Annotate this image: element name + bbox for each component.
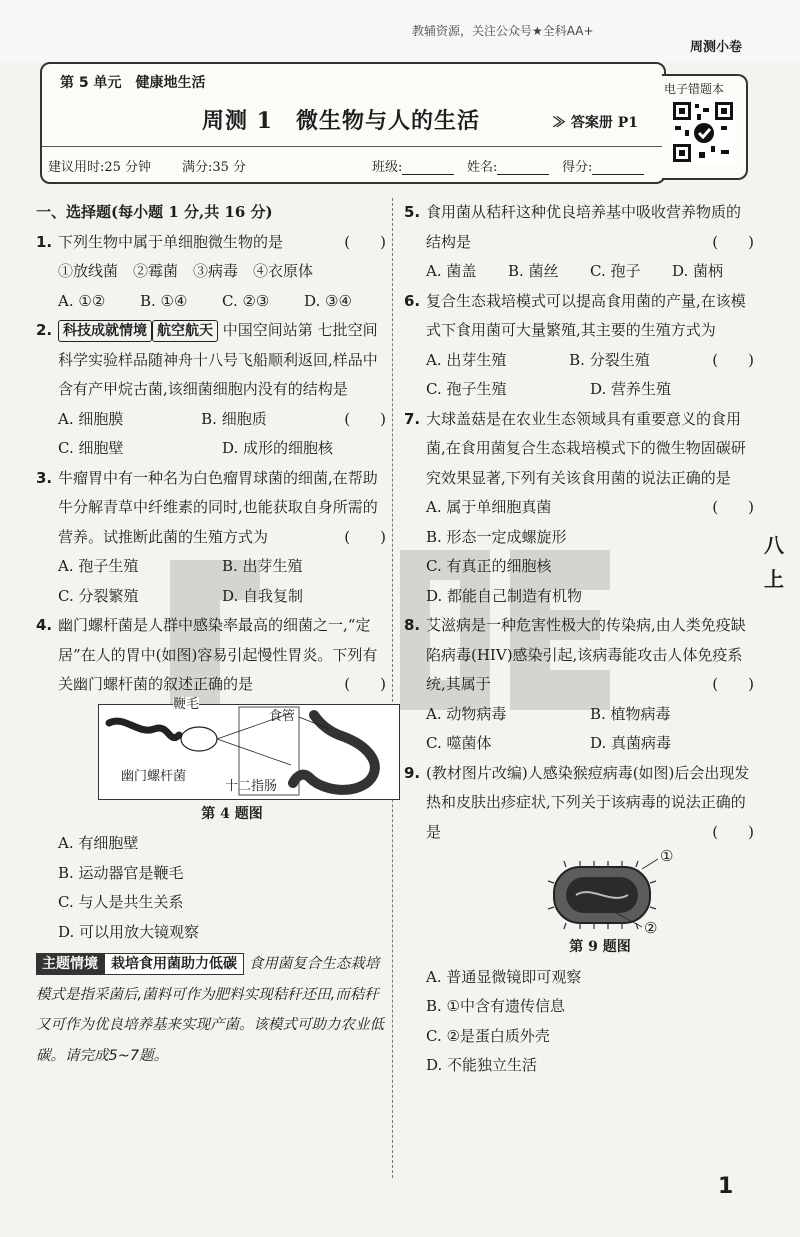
question-9 (404, 759, 754, 1081)
question-5 (404, 198, 754, 287)
question-stem: 牛瘤胃中有一种名为白色瘤胃球菌的细菌,在帮助牛分解青草中纤维素的同时,也能获取自身所需的营养。试推断此菌的生殖方式为 (58, 468, 378, 546)
virus-icon (548, 861, 656, 929)
figure-4-caption: 第 4 题图 (201, 805, 263, 822)
theme-text: 食用菌复合生态栽培模式是指采菌后,菌料可作为肥料实现秸秆还田,而秸秆又可作为优良培养基来实现产菌。该模式可助力农业低碳。请完成5~7题。 (36, 956, 384, 1064)
question-1 (36, 228, 386, 317)
question-4 (36, 611, 386, 947)
answer-paren[interactable]: ( ) (712, 498, 754, 516)
header-divider (42, 146, 664, 147)
option-a[interactable]: A. 有细胞壁 (58, 834, 139, 852)
option-c[interactable]: C. 孢子生殖 (426, 380, 507, 398)
page-number: 1 (718, 1174, 734, 1199)
top-note: 教辅资源，关注公众号★全科AA+ (412, 24, 594, 38)
option-a[interactable]: A. ①② (58, 291, 106, 310)
question-stem: 食用菌从秸秆这种优良培养基中吸收营养物质的结构是 (426, 203, 742, 251)
section-heading: 一、选择题(每小题 1 分,共 16 分) (36, 203, 273, 221)
question-number: 3. (36, 468, 53, 487)
question-number: 6. (404, 291, 421, 310)
option-c[interactable]: C. 分裂繁殖 (58, 586, 139, 605)
answer-paren[interactable]: ( ) (344, 527, 386, 546)
qr-box (662, 74, 748, 180)
stomach-icon (293, 715, 375, 790)
header-box (40, 62, 666, 184)
question-number: 8. (404, 616, 421, 634)
option-b[interactable]: B. 植物病毒 (590, 704, 671, 723)
class-label: 班级: (372, 160, 403, 175)
side-mark-grade: 八 (764, 533, 784, 557)
name-field[interactable] (497, 160, 549, 175)
question-number: 7. (404, 409, 421, 428)
question-stem: 下列生物中属于单细胞微生物的是 (58, 232, 284, 251)
label-two: ② (644, 919, 658, 937)
option-d[interactable]: D. 营养生殖 (590, 380, 672, 398)
question-number: 5. (404, 203, 421, 221)
option-b[interactable]: B. 菌丝 (508, 262, 559, 280)
option-a[interactable]: A. 属于单细胞真菌 (426, 498, 552, 516)
qr-label: 电子错题本 (664, 82, 725, 96)
option-b[interactable]: B. 分裂生殖 (569, 350, 650, 369)
page-title: 周测 1 微生物与人的生活 (202, 108, 480, 134)
question-7 (404, 405, 754, 612)
bacterium-label: 幽门螺杆菌 (121, 768, 187, 784)
theme-context (36, 949, 386, 1071)
question-2 (36, 316, 386, 464)
theme-tag: 主题情境 (36, 953, 104, 975)
option-c[interactable]: C. 有真正的细胞核 (426, 557, 552, 575)
option-d[interactable]: D. 真菌病毒 (590, 734, 672, 752)
label-one: ① (660, 847, 674, 865)
option-c[interactable]: C. 孢子 (590, 262, 641, 280)
question-number: 4. (36, 616, 53, 634)
answer-paren[interactable]: ( ) (712, 822, 754, 841)
answer-paren[interactable]: ( ) (344, 409, 386, 428)
context-tag: 科技成就情境 (58, 320, 152, 342)
option-a[interactable]: A. 细胞膜 (58, 409, 124, 428)
option-d[interactable]: D. 都能自己制造有机物 (426, 586, 583, 605)
option-d[interactable]: D. 不能独立生活 (426, 1056, 538, 1074)
option-b[interactable]: B. ①④ (140, 291, 188, 310)
figure-9-virus-diagram (546, 847, 686, 937)
flagellum-icon (181, 727, 217, 751)
option-c[interactable]: C. 与人是共生关系 (58, 893, 184, 911)
get-score-label: 得分: (562, 160, 593, 175)
question-3 (36, 464, 386, 612)
option-c[interactable]: C. 细胞壁 (58, 439, 124, 457)
esophagus-label: 食管 (269, 708, 296, 724)
get-score-field[interactable] (592, 160, 644, 175)
theme-title: 栽培食用菌助力低碳 (104, 953, 244, 975)
time-label: 建议用时:25 分钟 (48, 160, 152, 175)
option-d[interactable]: D. 可以用放大镜观察 (58, 922, 200, 941)
question-stem: 中国空间站第 (222, 321, 313, 339)
column-divider (392, 198, 393, 1178)
question-stem: (教材图片改编)人感染猴痘病毒(如图)后会出现发热和皮肤出疹症状,下列关于该病毒的说法正确的是 (426, 763, 750, 841)
top-tag: 周测小卷 (690, 40, 743, 55)
figure-4-stomach-diagram (98, 696, 400, 800)
left-column (36, 198, 386, 1071)
name-label: 姓名: (467, 160, 498, 175)
question-stem: 幽门螺杆菌是人群中感染率最高的细菌之一,“定居”在人的胃中(如图)容易引起慢性胃炎。下列有关幽门螺杆菌的叙述正确的是 (58, 616, 378, 693)
answer-paren[interactable]: ( ) (712, 232, 754, 251)
question-items: ①放线菌 ②霉菌 ③病毒 ④衣原体 (58, 262, 314, 280)
option-a[interactable]: A. 菌盖 (426, 262, 477, 280)
option-d[interactable]: D. 菌柄 (672, 262, 724, 280)
option-a[interactable]: A. 动物病毒 (426, 704, 507, 723)
option-a[interactable]: A. 普通显微镜即可观察 (426, 967, 582, 986)
answer-paren[interactable]: ( ) (344, 232, 386, 251)
flagellum-label: 鞭毛 (173, 696, 200, 712)
question-number: 2. (36, 321, 53, 339)
question-stem: 艾滋病是一种危害性极大的传染病,由人类免疫缺陷病毒(HIV)感染引起,该病毒能攻击人体免疫系统,其属于 (426, 616, 746, 693)
figure-9-caption: 第 9 题图 (569, 939, 631, 955)
option-b[interactable]: B. 形态一定成螺旋形 (426, 527, 567, 546)
grade-side-mark (762, 528, 786, 596)
option-b[interactable]: B. ①中含有遗传信息 (426, 997, 566, 1015)
class-field[interactable] (402, 160, 454, 175)
option-b[interactable]: B. 细胞质 (201, 409, 267, 428)
answer-paren[interactable]: ( ) (712, 350, 754, 369)
option-d[interactable]: D. 成形的细胞核 (222, 439, 334, 457)
right-column (404, 198, 754, 1081)
option-c[interactable]: C. ②③ (222, 291, 270, 310)
answer-paren[interactable]: ( ) (344, 675, 386, 693)
option-a[interactable]: A. 孢子生殖 (58, 557, 139, 575)
option-b[interactable]: B. 出芽生殖 (222, 557, 303, 575)
option-c[interactable]: C. ②是蛋白质外壳 (426, 1026, 550, 1045)
answer-reference: ≫ 答案册 P1 (552, 115, 639, 131)
question-8 (404, 611, 754, 759)
question-stem-continued: 七批空间科学实验样品随神舟十八号飞船顺利返回,样品中含有产甲烷古菌,该细菌细胞内没有的结构是 (58, 321, 378, 398)
qr-code-icon[interactable] (671, 100, 735, 164)
top-bar (0, 0, 800, 62)
bacterium-body-icon (109, 721, 179, 738)
question-stem: 复合生态栽培模式可以提高食用菌的产量,在该模式下食用菌可大量繁殖,其主要的生殖方式为 (426, 291, 746, 339)
unit-label: 第 5 单元 健康地生活 (60, 72, 206, 92)
answer-paren[interactable]: ( ) (712, 675, 754, 693)
question-number: 1. (36, 232, 53, 251)
duodenum-label: 十二指肠 (225, 778, 278, 794)
option-a[interactable]: A. 出芽生殖 (426, 350, 507, 369)
question-number: 9. (404, 763, 421, 782)
option-d[interactable]: D. ③④ (304, 291, 352, 310)
side-mark-term: 上 (764, 567, 784, 591)
option-b[interactable]: B. 运动器官是鞭毛 (58, 863, 184, 882)
question-6 (404, 287, 754, 405)
score-label: 满分:35 分 (182, 160, 247, 175)
question-stem: 大球盖菇是在农业生态领域具有重要意义的食用菌,在食用菌复合生态栽培模式下的微生物固碳研究效果显著,下列有关该食用菌的说法正确的是 (426, 409, 746, 487)
option-c[interactable]: C. 噬菌体 (426, 734, 492, 752)
option-d[interactable]: D. 自我复制 (222, 586, 304, 605)
topic-tag: 航空航天 (152, 320, 218, 342)
